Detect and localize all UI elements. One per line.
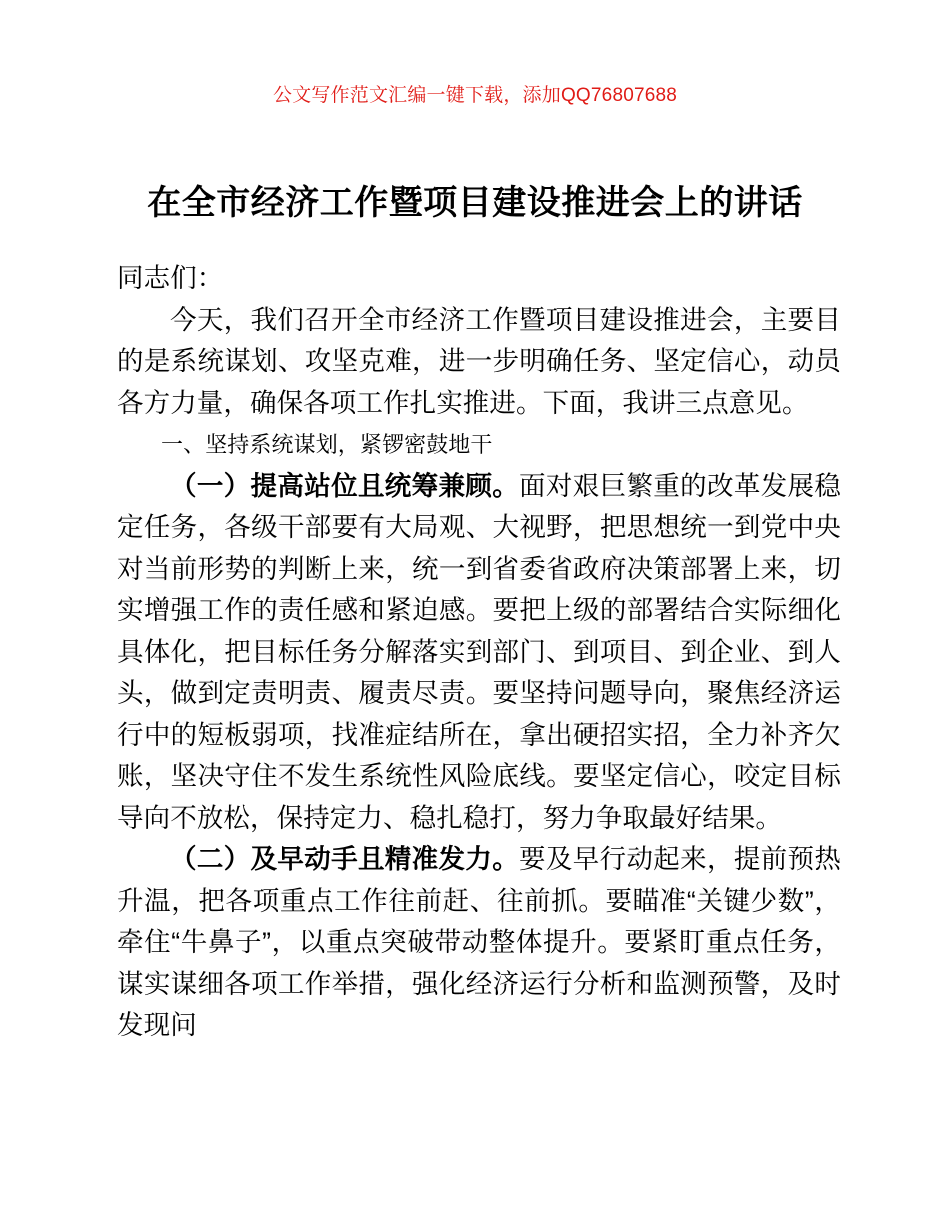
page-title: 在全市经济工作暨项目建设推进会上的讲话 <box>147 183 803 222</box>
subsection-two-text: 要及早行动起来，提前预热升温，把各项重点工作往前赶、往前抓。要瞄准“关键少数”，牵住“牛鼻子”，以重点突破带动整体提升。要紧盯重点任务，谋实谋细各项工作举措，强化经济运行分析和监测预警，及时发现问 <box>117 844 841 1040</box>
section-heading-one: 一、坚持系统谋划，紧锣密鼓地干 <box>161 432 493 457</box>
promo-header-banner: 公文写作范文汇编一键下载，添加QQ76807688 <box>272 85 678 106</box>
paragraph-opening: 今天，我们召开全市经济工作暨项目建设推进会，主要目的是系统谋划、攻坚克难，进一步明确任务、坚定信心，动员各方力量，确保各项工作扎实推进。下面，我讲三点意见。 <box>117 304 841 418</box>
subsection-one-text: 面对艰巨繁重的改革发展稳定任务，各级干部要有大局观、大视野，把思想统一到党中央对当前形势的判断上来，统一到省委省政府决策部署上来，切实增强工作的责任感和紧迫感。要把上级的部署结合实际细化具体化，把目标任务分解落实到部门、到项目、到企业、到人头，做到定责明责、履责尽责。要坚持问题导向，聚焦经济运行中的短板弱项，找准症结所在，拿出硬招实招，全力补齐欠账，坚决守住不发生系统性风险底线。要坚定信心，咬定目标导向不放松，保持定力、稳扎稳打，努力争取最好结果。 <box>117 470 841 833</box>
salutation-line: 同志们： <box>117 263 224 293</box>
paragraph-subsection-two <box>117 839 841 1047</box>
document-body <box>117 258 841 1047</box>
paragraph-subsection-one <box>117 466 841 840</box>
subsection-two-lead: （二）及早动手且精准发力。 <box>170 844 520 874</box>
subsection-one-lead: （一）提高站位且统筹兼顾。 <box>170 470 520 501</box>
